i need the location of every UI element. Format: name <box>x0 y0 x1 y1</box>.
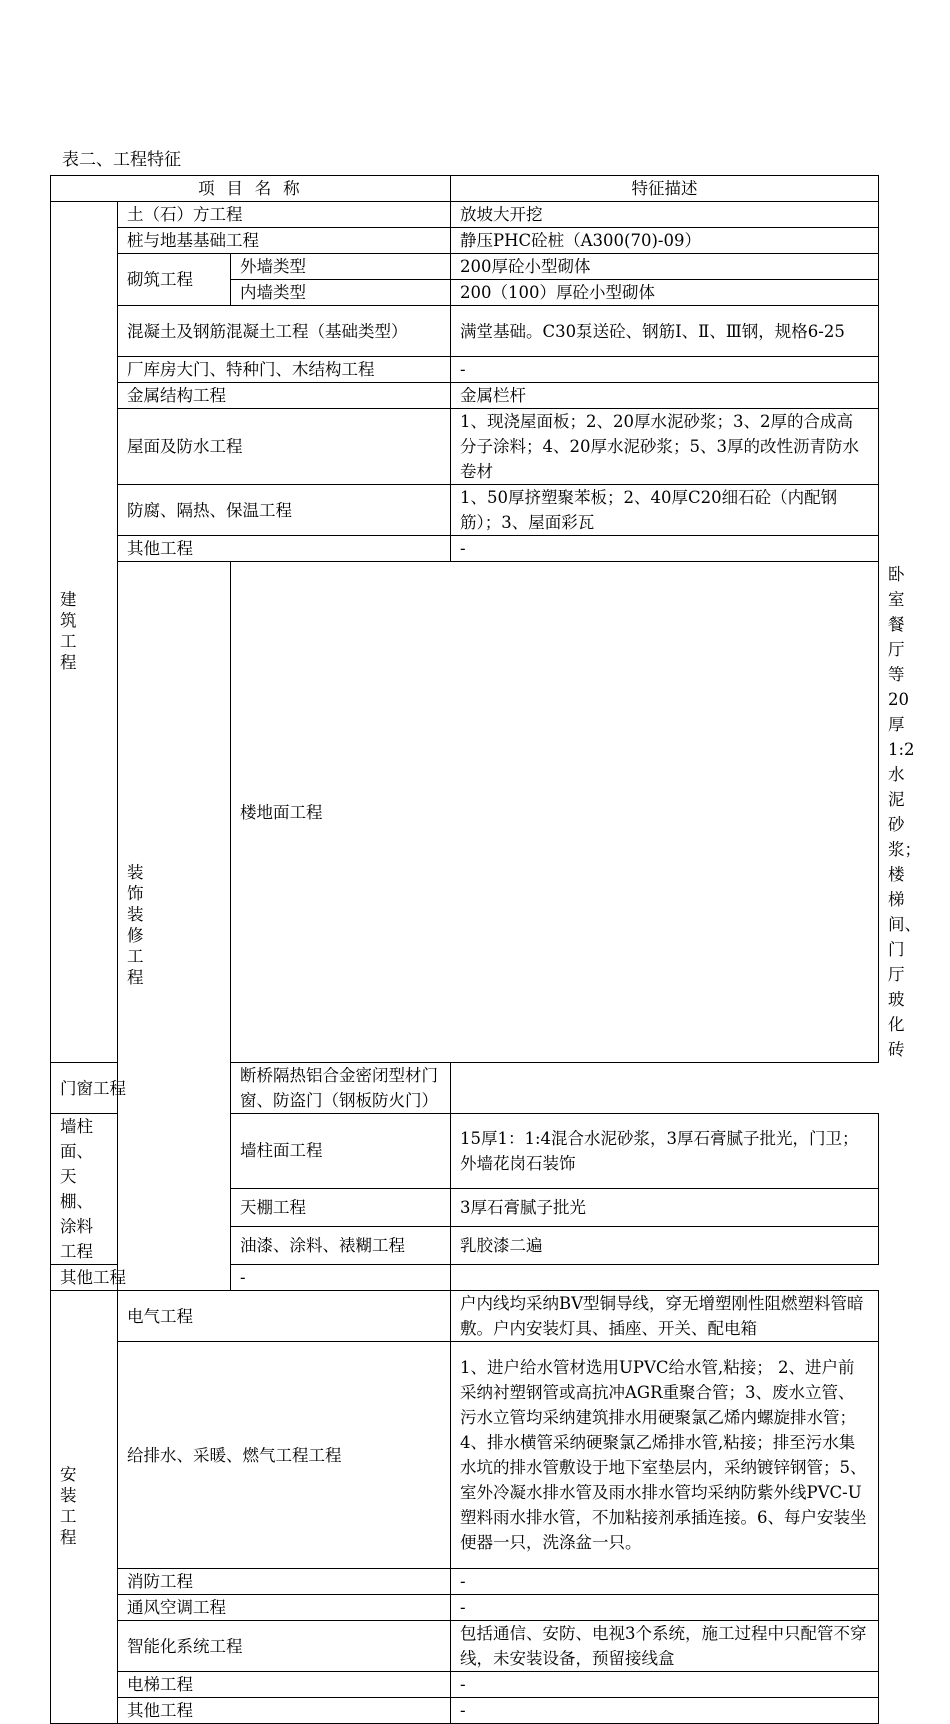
item-description: 满堂基础。C30泵送砼、钢筋Ⅰ、Ⅱ、Ⅲ钢，规格6-25 <box>451 306 879 357</box>
sub-item-name: 外墙类型 <box>231 254 451 280</box>
table-caption: 表二、工程特征 <box>62 150 181 170</box>
table-row: 装饰装修工程 楼地面工程 卧室餐厅等20厚1:2水泥砂浆；楼梯间、门厅玻化砖 <box>51 562 879 1063</box>
item-description: - <box>451 1569 879 1595</box>
item-description: - <box>451 1672 879 1698</box>
item-name: 金属结构工程 <box>118 383 451 409</box>
item-description: 1、50厚挤塑聚苯板；2、40厚C20细石砼（内配钢筋）；3、屋面彩瓦 <box>451 485 879 536</box>
item-name: 消防工程 <box>118 1569 451 1595</box>
item-name: 智能化系统工程 <box>118 1621 451 1672</box>
item-name: 厂库房大门、特种门、木结构工程 <box>118 357 451 383</box>
item-description: - <box>451 1595 879 1621</box>
item-description: 断桥隔热铝合金密闭型材门窗、防盗门（钢板防火门） <box>231 1063 451 1114</box>
item-name: 防腐、隔热、保温工程 <box>118 485 451 536</box>
table-row <box>51 228 879 254</box>
item-name: 屋面及防水工程 <box>118 409 451 485</box>
item-description: 静压PHC砼桩（A300(70)-09） <box>451 228 879 254</box>
category-label: 装饰装修工程 <box>127 863 144 987</box>
table-row <box>51 254 879 280</box>
item-description: 200厚砼小型砌体 <box>451 254 879 280</box>
category-label: 安装工程 <box>60 1465 77 1547</box>
item-name: 通风空调工程 <box>118 1595 451 1621</box>
category-decoration <box>118 562 231 1291</box>
sub-item-name: 墙柱面工程 <box>231 1114 451 1189</box>
table-row <box>51 1672 879 1698</box>
item-name: 土（石）方工程 <box>118 202 451 228</box>
header-project-name: 项 目 名 称 <box>51 176 451 202</box>
item-name: 楼地面工程 <box>231 562 879 1063</box>
item-name: 其他工程 <box>51 1265 231 1291</box>
item-description: 1、现浇屋面板；2、20厚水泥砂浆；3、2厚的合成高分子涂料；4、20厚水泥砂浆；5、3厚的改性沥青防水卷材 <box>451 409 879 485</box>
engineering-features-table <box>50 175 921 1724</box>
table-row <box>51 1265 879 1291</box>
item-description: 户内线均采纳BV型铜导线，穿无增塑刚性阻燃塑料管暗敷。户内安装灯具、插座、开关、配电箱 <box>451 1291 879 1342</box>
table-row <box>51 409 879 485</box>
item-description: - <box>231 1265 451 1291</box>
table-row <box>51 536 879 562</box>
item-description: 包括通信、安防、电视3个系统，施工过程中只配管不穿线，未安装设备，预留接线盒 <box>451 1621 879 1672</box>
table-row <box>51 1291 879 1342</box>
item-name: 其他工程 <box>118 1698 451 1724</box>
item-description: - <box>451 1698 879 1724</box>
table-row <box>51 357 879 383</box>
sub-item-name: 天棚工程 <box>231 1188 451 1226</box>
item-name: 电梯工程 <box>118 1672 451 1698</box>
table-row <box>51 383 879 409</box>
table-row <box>51 1342 879 1569</box>
item-name: 砌筑工程 <box>118 254 231 306</box>
item-name: 其他工程 <box>118 536 451 562</box>
item-name: 电气工程 <box>118 1291 451 1342</box>
sub-item-name: 内墙类型 <box>231 280 451 306</box>
table-row <box>51 1063 879 1114</box>
table-row <box>51 202 879 228</box>
item-description: - <box>451 536 879 562</box>
table-row <box>51 485 879 536</box>
item-description: 放坡大开挖 <box>451 202 879 228</box>
category-construction <box>51 202 118 1063</box>
item-name: 桩与地基基础工程 <box>118 228 451 254</box>
header-feature-description: 特征描述 <box>451 176 879 202</box>
table-row <box>51 1621 879 1672</box>
category-installation <box>51 1291 118 1724</box>
item-description: 1、进户给水管材选用UPVC给水管,粘接； 2、进户前采纳衬塑钢管或高抗冲AGR重聚合管；3、废水立管、污水立管均采纳建筑排水用硬聚氯乙烯内螺旋排水管；4、排水横管采纳硬聚氯乙烯排水管,粘接；排至污水集水坑的排水管敷设于地下室垫层内，采纳镀锌钢管；5、室外冷凝水排水管及雨水排水管均采纳防紫外线PVC-U塑料雨水排水管，不加粘接剂承插连接。6、每户安装坐便器一只，洗涤盆一只。 <box>451 1342 879 1569</box>
table-row <box>51 1595 879 1621</box>
item-name: 墙柱面、天棚、涂料工程 <box>51 1114 118 1265</box>
table-row <box>51 306 879 357</box>
header-row <box>51 176 879 202</box>
item-description: 3厚石膏腻子批光 <box>451 1188 879 1226</box>
item-name: 门窗工程 <box>51 1063 231 1114</box>
item-name: 混凝土及钢筋混凝土工程（基础类型） <box>118 306 451 357</box>
table-row <box>51 1698 879 1724</box>
item-description: 乳胶漆二遍 <box>451 1226 879 1264</box>
item-description: 金属栏杆 <box>451 383 879 409</box>
sub-item-name: 油漆、涂料、裱糊工程 <box>231 1226 451 1264</box>
table-row <box>51 1569 879 1595</box>
item-description: - <box>451 357 879 383</box>
item-description: 200（100）厚砼小型砌体 <box>451 280 879 306</box>
category-label: 建筑工程 <box>60 590 77 672</box>
item-name: 给排水、采暖、燃气工程工程 <box>118 1342 451 1569</box>
item-description: 15厚1：1:4混合水泥砂浆，3厚石膏腻子批光，门卫；外墙花岗石装饰 <box>451 1114 879 1189</box>
